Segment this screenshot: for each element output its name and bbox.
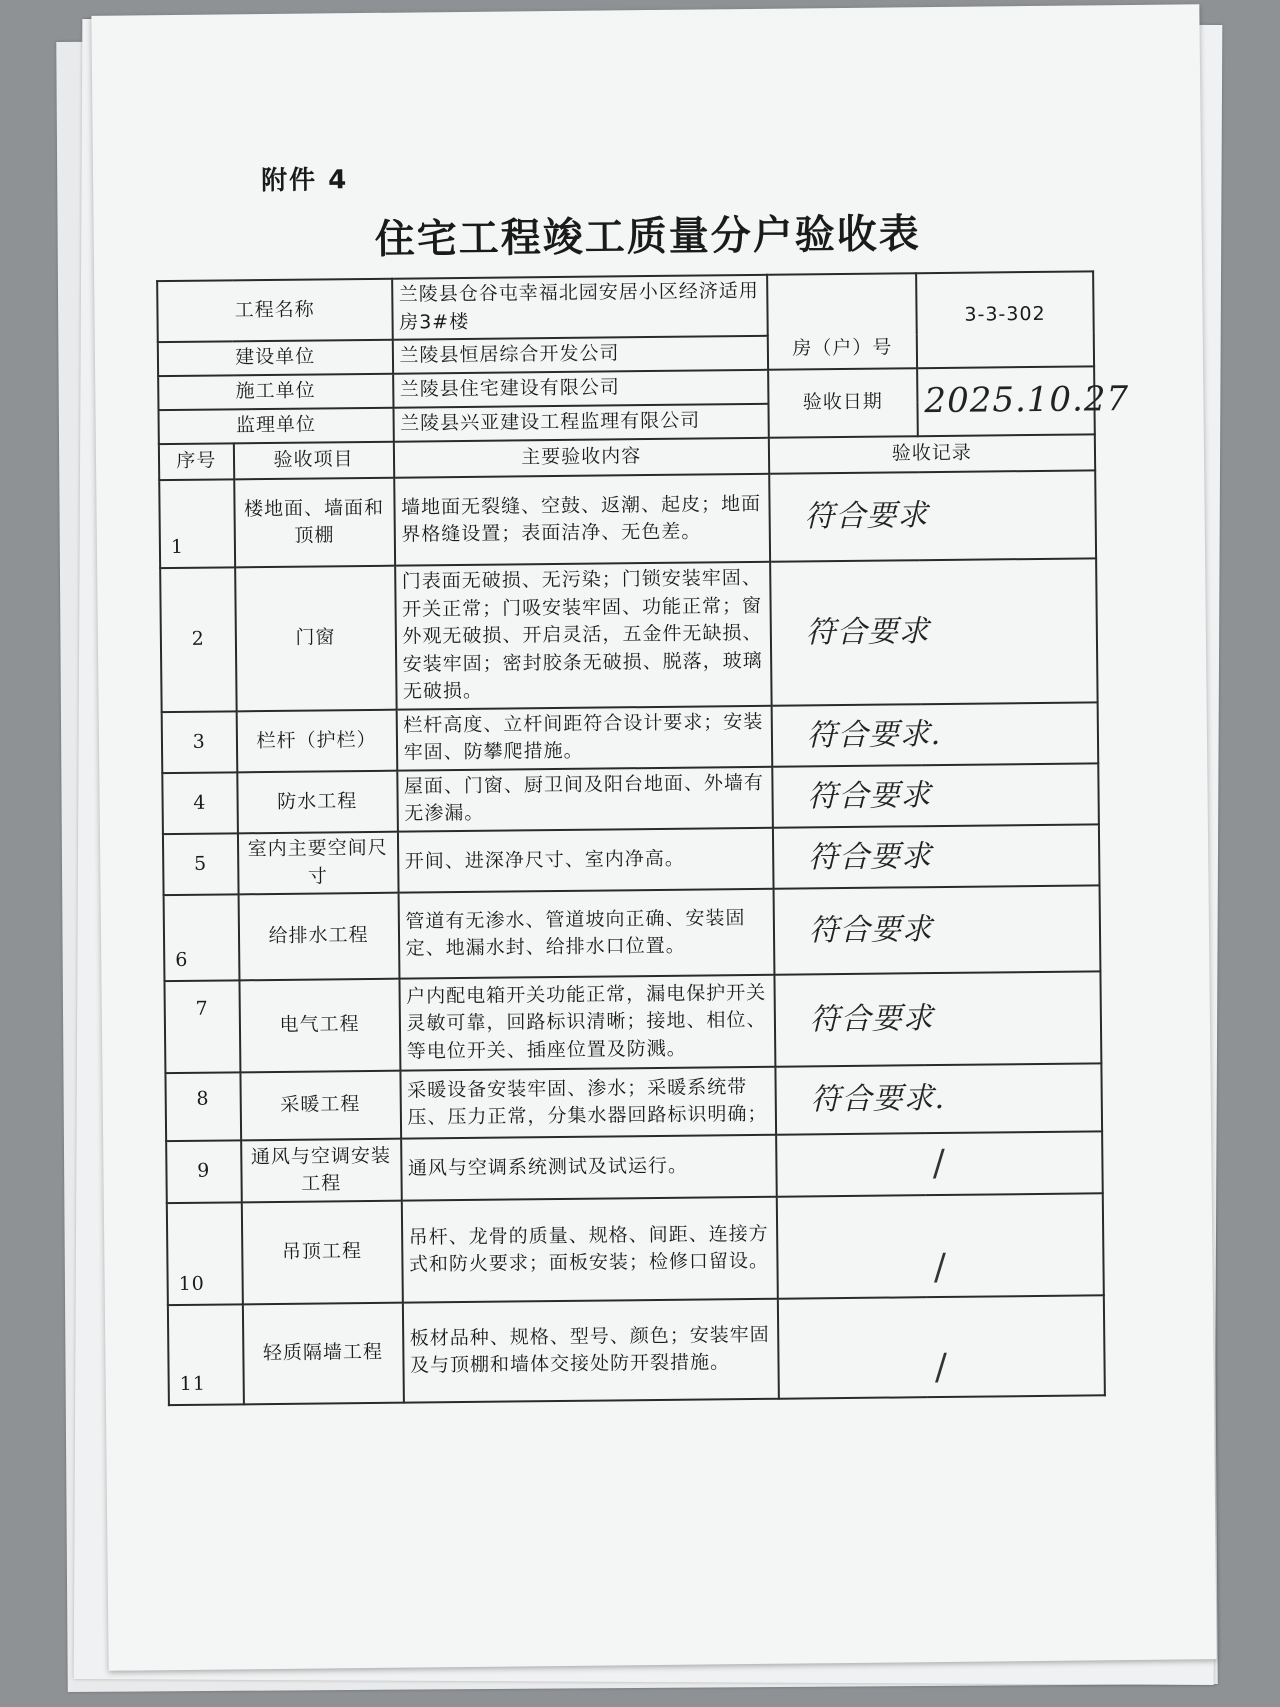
row-record-handwritten: 符合要求 <box>773 885 1100 974</box>
row-item: 轻质隔墙工程 <box>242 1303 403 1405</box>
row-content: 墙地面无裂缝、空鼓、返潮、起皮；地面界格缝设置；表面洁净、无色差。 <box>394 474 770 566</box>
row-seq: 3 <box>162 711 237 773</box>
room-no-label: 房（户）号 <box>767 273 917 370</box>
row-record-handwritten: / <box>778 1295 1105 1398</box>
row-seq: 1 <box>159 479 235 568</box>
row-content: 板材品种、规格、型号、颜色；安装牢固及与顶棚和墙体交接处防开裂措施。 <box>402 1299 778 1403</box>
document-title: 住宅工程竣工质量分户验收表 <box>374 211 921 263</box>
project-name-label: 工程名称 <box>157 279 392 343</box>
row-item: 采暖工程 <box>240 1071 401 1141</box>
col-header-seq: 序号 <box>159 443 234 480</box>
row-record-handwritten: 符合要求 <box>770 558 1098 705</box>
row-content: 管道有无渗水、管道坡向正确、安装固定、地漏水封、给排水口位置。 <box>398 889 774 979</box>
inspection-table <box>156 270 1130 1406</box>
row-item: 给排水工程 <box>238 893 399 981</box>
col-header-record: 验收记录 <box>769 434 1096 473</box>
date-value-handwritten: 2025.10.27 <box>917 366 1095 436</box>
row-seq: 5 <box>163 833 238 895</box>
row-seq: 6 <box>164 894 240 981</box>
row-content: 屋面、门窗、厨卫间及阳台地面、外墙有无渗漏。 <box>397 767 773 832</box>
row-seq: 9 <box>166 1140 241 1203</box>
room-no-value: 3-3-302 <box>916 271 1094 368</box>
row-seq: 7 <box>164 980 240 1073</box>
row-record-handwritten: / <box>777 1193 1104 1298</box>
row-record-handwritten: / <box>776 1131 1103 1196</box>
row-record-handwritten: 符合要求 <box>774 971 1101 1066</box>
row-item: 电气工程 <box>239 979 400 1073</box>
table-row <box>160 558 1097 712</box>
row-content: 通风与空调系统测试及试运行。 <box>401 1135 777 1201</box>
row-content: 开间、进深净尺寸、室内净高。 <box>397 828 773 893</box>
row-record-handwritten: 符合要求 <box>773 824 1100 889</box>
table-row <box>164 971 1101 1073</box>
row-item: 室内主要空间尺寸 <box>238 832 399 895</box>
row-record-handwritten: 符合要求 <box>772 763 1099 828</box>
table-row <box>159 470 1096 568</box>
row-record-handwritten: 符合要求. <box>775 1063 1102 1134</box>
table-row <box>162 763 1099 834</box>
col-header-content: 主要验收内容 <box>393 438 769 478</box>
row-content: 采暖设备安装牢固、渗水；采暖系统带压、压力正常，分集水器回路标识明确； <box>400 1067 776 1139</box>
row-content: 栏杆高度、立杆间距符合设计要求；安装牢固、防攀爬措施。 <box>396 706 772 771</box>
row-item: 栏杆（护栏） <box>236 710 397 773</box>
table-row <box>165 1063 1102 1141</box>
row-item: 楼地面、墙面和顶棚 <box>234 478 395 568</box>
row-content: 户内配电箱开关功能正常，漏电保护开关灵敏可靠，回路标识清晰；接地、相位、等电位开关、插座位置及防溅。 <box>399 975 775 1071</box>
table-row <box>163 824 1100 895</box>
project-name-value: 兰陵县仓谷屯幸福北园安居小区经济适用房3#楼 <box>392 275 768 340</box>
row-content: 门表面无破损、无污染；门锁安装牢固、开关正常；门吸安装牢固、功能正常；窗外观无破损、开启灵活，五金件无缺损、 安装牢固；密封胶条无破损、脱落，玻璃无破损。 <box>395 562 772 710</box>
row-seq: 10 <box>167 1202 243 1305</box>
row-item: 门窗 <box>235 566 396 711</box>
row-seq: 8 <box>165 1072 240 1141</box>
table-row <box>167 1193 1104 1305</box>
constructor-value: 兰陵县住宅建设有限公司 <box>393 370 769 408</box>
attachment-label: 附件 4 <box>260 165 349 197</box>
row-seq: 11 <box>168 1304 244 1405</box>
table-row <box>162 702 1099 773</box>
table-row <box>166 1131 1103 1203</box>
builder-value: 兰陵县恒居综合开发公司 <box>392 336 768 374</box>
row-seq: 2 <box>160 567 236 712</box>
builder-label: 建设单位 <box>158 340 393 376</box>
row-item: 吊顶工程 <box>241 1201 402 1305</box>
table-row <box>164 885 1101 981</box>
constructor-label: 施工单位 <box>158 374 393 410</box>
row-item: 防水工程 <box>237 771 398 834</box>
row-record-handwritten: 符合要求. <box>771 702 1098 767</box>
row-content: 吊杆、龙骨的质量、规格、间距、连接方式和防火要求；面板安装；检修口留设。 <box>401 1197 777 1303</box>
date-label: 验收日期 <box>768 368 918 438</box>
supervisor-label: 监理单位 <box>158 408 393 444</box>
document-page <box>91 4 1216 1671</box>
row-item: 通风与空调安装工程 <box>241 1139 402 1203</box>
supervisor-value: 兰陵县兴亚建设工程监理有限公司 <box>393 404 769 442</box>
row-record-handwritten: 符合要求 <box>769 470 1096 561</box>
col-header-item: 验收项目 <box>233 442 393 480</box>
row-seq: 4 <box>162 772 237 834</box>
table-row <box>168 1295 1105 1405</box>
